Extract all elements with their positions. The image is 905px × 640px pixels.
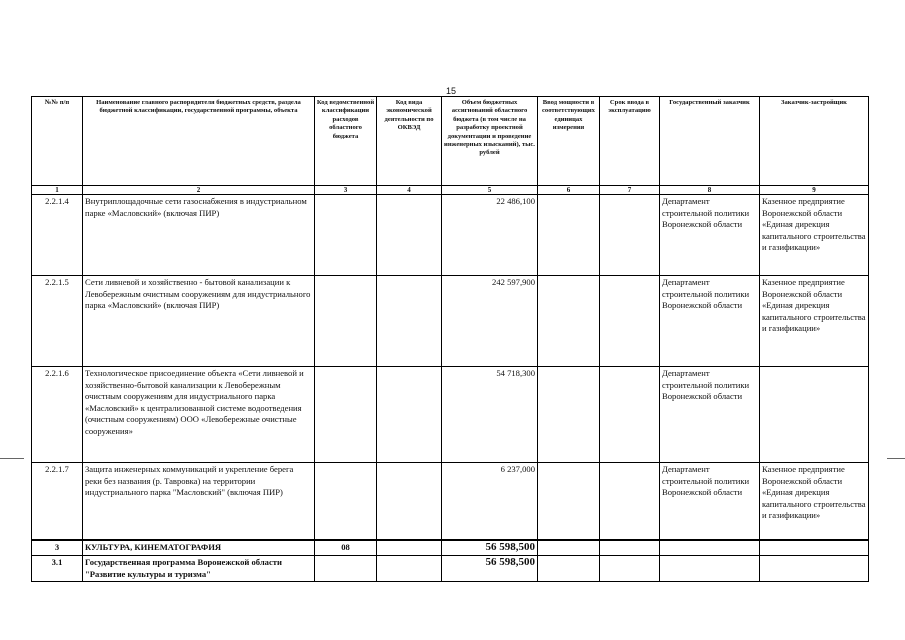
budget-code: 08: [315, 540, 377, 556]
column-number: 2: [83, 186, 315, 195]
okved-code: [377, 195, 442, 276]
table-row: [32, 367, 869, 463]
budget-code: [315, 556, 377, 582]
okved-code: [377, 540, 442, 556]
object-name: Защита инженерных коммуникаций и укрепление берега реки без названия (р. Тавровка) на территории индустриального парка "Масловский" (включая ПИР): [83, 463, 315, 541]
budget-table: [31, 96, 869, 582]
okved-code: [377, 463, 442, 541]
column-number: 6: [538, 186, 600, 195]
row-number: 2.2.1.4: [32, 195, 83, 276]
table-row: [32, 195, 869, 276]
header-developer: Заказчик-застройщик: [760, 97, 869, 186]
object-name: Внутриплощадочные сети газоснабжения в индустриальном парке «Масловский» (включая ПИР): [83, 195, 315, 276]
okved-code: [377, 367, 442, 463]
commissioning-term: [600, 540, 660, 556]
budget-code: [315, 195, 377, 276]
header-amount: Объем бюджетных ассигнований областного бюджета (в том числе на разработку проектной документации и проведение инженерных изысканий), тыс. рублей: [442, 97, 538, 186]
capacity: [538, 276, 600, 367]
row-number: 2.2.1.7: [32, 463, 83, 541]
developer-customer: Казенное предприятие Воронежской области «Единая дирекция капитального строительства и газификации»: [760, 276, 869, 367]
object-name: Сети ливневой и хозяйственно - бытовой канализации к Левобережным очистным сооружениям для индустриального парка «Масловский» (включая ПИР): [83, 276, 315, 367]
column-number: 4: [377, 186, 442, 195]
column-number: 7: [600, 186, 660, 195]
commissioning-term: [600, 463, 660, 541]
table-row: [32, 276, 869, 367]
developer-customer: Казенное предприятие Воронежской области «Единая дирекция капитального строительства и газификации»: [760, 463, 869, 541]
commissioning-term: [600, 556, 660, 582]
budget-code: [315, 276, 377, 367]
table-row: [32, 463, 869, 541]
state-customer: [660, 540, 760, 556]
row-number: 2.2.1.5: [32, 276, 83, 367]
column-number: 9: [760, 186, 869, 195]
budget-code: [315, 367, 377, 463]
header-num: №№ п/п: [32, 97, 83, 186]
section-row: [32, 540, 869, 556]
developer-customer: [760, 556, 869, 582]
capacity: [538, 195, 600, 276]
row-number: 3.1: [32, 556, 83, 582]
column-number: 5: [442, 186, 538, 195]
state-customer: Департамент строительной политики Воронежской области: [660, 195, 760, 276]
developer-customer: [760, 540, 869, 556]
column-number-row: [32, 186, 869, 195]
budget-amount: 56 598,500: [442, 540, 538, 556]
row-number: 3: [32, 540, 83, 556]
object-name: Технологическое присоединение объекта «Сети ливневой и хозяйственно-бытовой канализации к Левобережным очистным сооружениям для индустриального парка «Масловский» к централизованной системе водоотведения (очистным сооружениям) ООО «Левобережные очистные сооружения»: [83, 367, 315, 463]
budget-amount: 242 597,900: [442, 276, 538, 367]
commissioning-term: [600, 276, 660, 367]
commissioning-term: [600, 367, 660, 463]
developer-customer: [760, 367, 869, 463]
header-customer: Государственный заказчик: [660, 97, 760, 186]
left-margin-mark: [0, 458, 24, 459]
header-name: Наименование главного распорядителя бюджетных средств, раздела бюджетной классификации, государственной программы, объекта: [83, 97, 315, 186]
state-customer: Департамент строительной политики Воронежской области: [660, 367, 760, 463]
header-code: Код ведомственной классификации расходов областного бюджета: [315, 97, 377, 186]
state-customer: [660, 556, 760, 582]
column-number: 8: [660, 186, 760, 195]
program-row: [32, 556, 869, 582]
capacity: [538, 556, 600, 582]
state-customer: Департамент строительной политики Воронежской области: [660, 463, 760, 541]
header-okved: Код вида экономической деятельности по ОКВЭД: [377, 97, 442, 186]
state-customer: Департамент строительной политики Воронежской области: [660, 276, 760, 367]
budget-amount: 6 237,000: [442, 463, 538, 541]
budget-amount: 56 598,500: [442, 556, 538, 582]
budget-amount: 54 718,300: [442, 367, 538, 463]
column-number: 3: [315, 186, 377, 195]
capacity: [538, 463, 600, 541]
okved-code: [377, 276, 442, 367]
row-number: 2.2.1.6: [32, 367, 83, 463]
right-margin-mark: [887, 458, 905, 459]
budget-code: [315, 463, 377, 541]
okved-code: [377, 556, 442, 582]
budget-amount: 22 486,100: [442, 195, 538, 276]
header-term: Срок ввода в эксплуатацию: [600, 97, 660, 186]
section-name: КУЛЬТУРА, КИНЕМАТОГРАФИЯ: [83, 540, 315, 556]
commissioning-term: [600, 195, 660, 276]
column-number: 1: [32, 186, 83, 195]
page-number: 15: [446, 86, 457, 96]
developer-customer: Казенное предприятие Воронежской области «Единая дирекция капитального строительства и газификации»: [760, 195, 869, 276]
capacity: [538, 367, 600, 463]
header-row: [32, 97, 869, 186]
program-name: Государственная программа Воронежской области "Развитие культуры и туризма": [83, 556, 315, 582]
capacity: [538, 540, 600, 556]
header-capacity: Ввод мощности в соответствующих единицах измерения: [538, 97, 600, 186]
